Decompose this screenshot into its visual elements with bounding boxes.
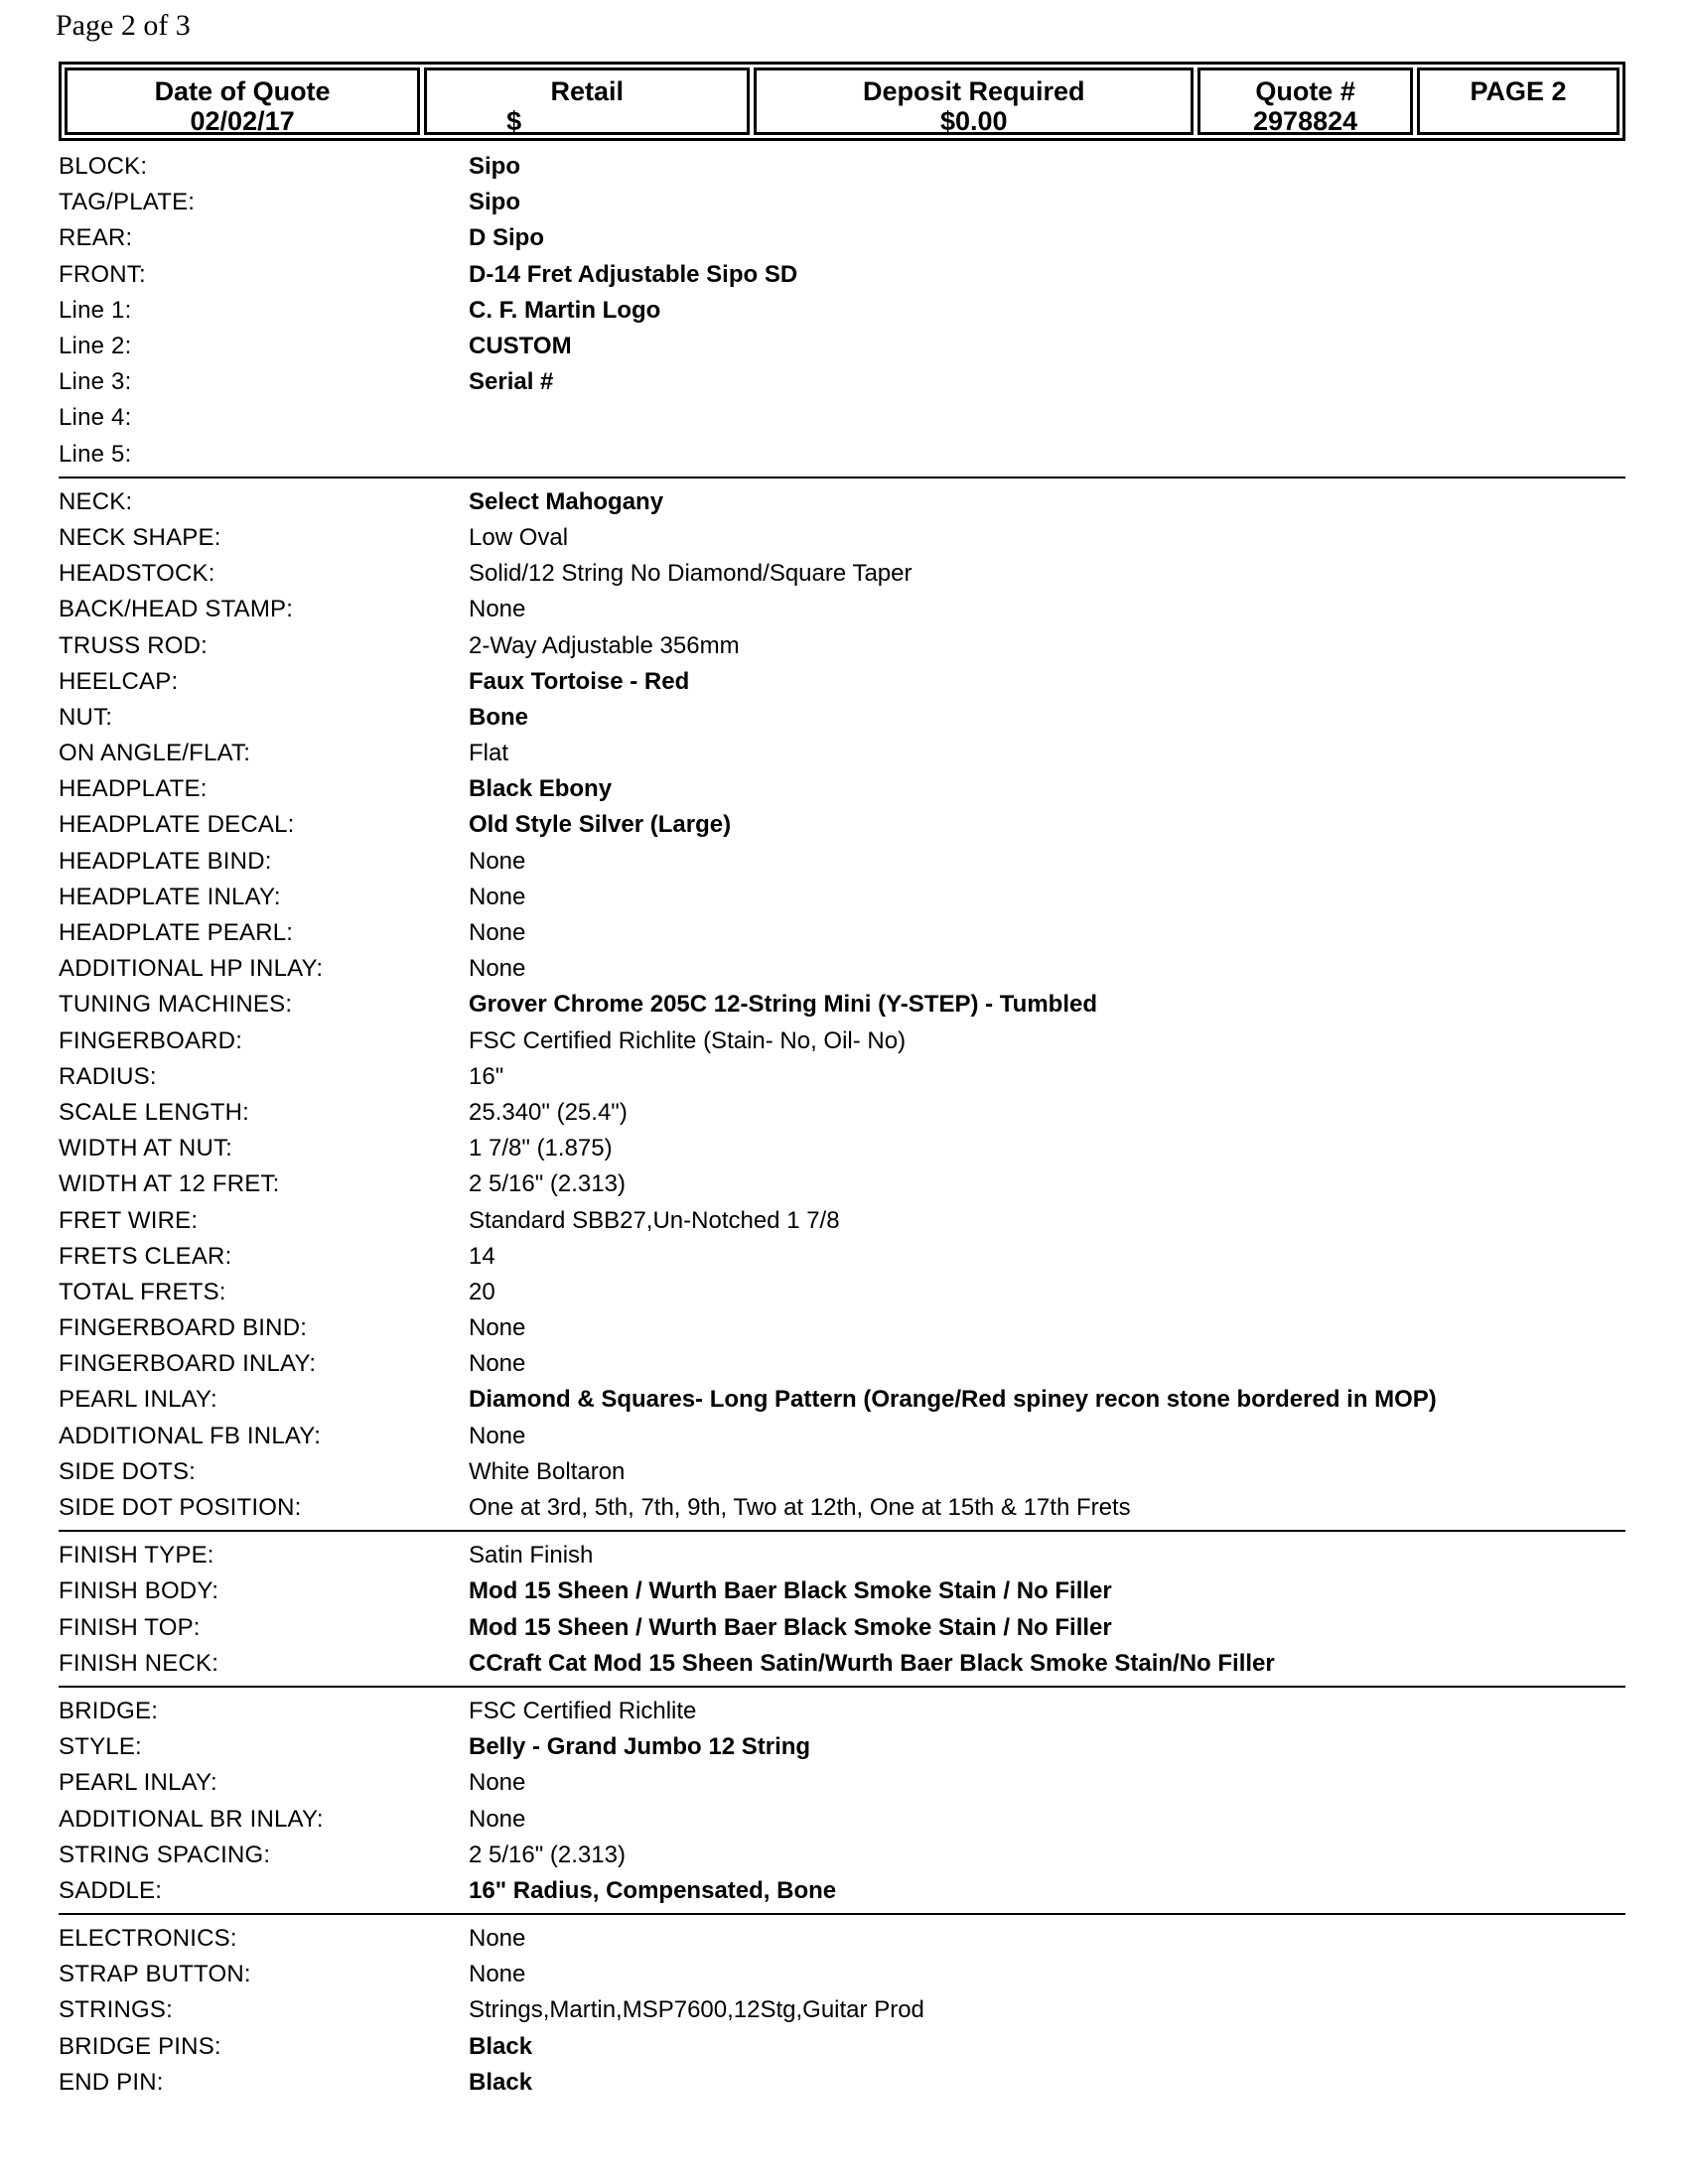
spec-label: ELECTRONICS: [59,1925,237,1953]
spec-label: SIDE DOTS: [59,1457,197,1485]
spec-row [59,520,1625,556]
spec-label: SADDLE: [59,1876,163,1904]
spec-value: Satin Finish [469,1542,594,1570]
section-neck [59,484,1625,1532]
date-of-quote-label: Date of Quote [154,76,331,106]
spec-row [59,627,1625,663]
spec-label: FINISH NECK: [59,1649,219,1677]
spec-label: FINGERBOARD INLAY: [59,1350,317,1378]
spec-value: 2 5/16" (2.313) [469,1170,626,1198]
spec-label: HEADPLATE DECAL: [59,811,295,839]
spec-value: Diamond & Squares- Long Pattern (Orange/Red spiney recon stone bordered in MOP) [469,1386,1437,1414]
spec-value: Mod 15 Sheen / Wurth Baer Black Smoke Stain / No Filler [469,1577,1112,1605]
spec-label: PEARL INLAY: [59,1769,217,1797]
spec-label: FRETS CLEAR: [59,1242,232,1270]
spec-label: SIDE DOT POSITION: [59,1494,302,1522]
spec-label: PEARL INLAY: [59,1386,217,1414]
spec-value: None [469,847,526,875]
spec-row [59,1131,1625,1166]
spec-label: HEADSTOCK: [59,560,215,588]
spec-value: Bone [469,703,528,731]
spec-value: None [469,1422,526,1449]
page-label: PAGE 2 [1470,76,1567,106]
spec-row [59,592,1625,627]
spec-value: Mod 15 Sheen / Wurth Baer Black Smoke Stain / No Filler [469,1613,1112,1641]
spec-label: TRUSS ROD: [59,631,209,659]
spec-row [59,771,1625,807]
spec-label: HEADPLATE INLAY: [59,883,281,910]
quote-number-label: Quote # [1255,76,1355,106]
spec-label: FRONT: [59,260,146,288]
spec-label: STRINGS: [59,1996,173,2024]
spec-label: FINISH TYPE: [59,1542,214,1570]
spec-label: STRING SPACING: [59,1841,271,1868]
spec-label: WIDTH AT 12 FRET: [59,1170,280,1198]
spec-value: 16" Radius, Compensated, Bone [469,1876,837,1904]
spec-value: D-14 Fret Adjustable Sipo SD [469,260,798,288]
spec-value: Belly - Grand Jumbo 12 String [469,1733,811,1761]
spec-value: White Boltaron [469,1457,626,1485]
spec-label: STYLE: [59,1733,142,1761]
spec-label: WIDTH AT NUT: [59,1135,233,1162]
spec-row [59,1419,1625,1454]
spec-label: TAG/PLATE: [59,189,196,216]
spec-row [59,1382,1625,1418]
spec-value: None [469,1769,526,1797]
spec-value: Old Style Silver (Large) [469,811,732,839]
retail-label: Retail [550,76,625,106]
spec-label: ADDITIONAL FB INLAY: [59,1422,322,1449]
spec-row [59,1490,1625,1526]
spec-label: FINISH BODY: [59,1577,219,1605]
spec-row [59,1992,1625,2028]
spec-row [59,1729,1625,1765]
spec-row [59,1454,1625,1490]
spec-label: Line 3: [59,368,132,396]
spec-row [59,257,1625,293]
spec-value: Strings,Martin,MSP7600,12Stg,Guitar Prod [469,1996,924,2024]
spec-row [59,664,1625,700]
spec-row [59,1694,1625,1729]
spec-value: CUSTOM [469,333,572,360]
spec-row [59,185,1625,220]
spec-row [59,220,1625,256]
spec-value: Black [469,2068,533,2096]
spec-value: Flat [469,740,509,767]
spec-label: SCALE LENGTH: [59,1098,249,1126]
spec-row [59,1239,1625,1275]
spec-value: None [469,955,526,983]
spec-value: Sipo [469,189,520,216]
spec-row [59,844,1625,880]
section-bridge [59,1694,1625,1915]
spec-label: NECK: [59,487,133,515]
deposit-required-value: $0.00 [940,106,1008,136]
spec-value: Standard SBB27,Un-Notched 1 7/8 [469,1206,840,1234]
spec-row [59,1346,1625,1382]
spec-label: NUT: [59,703,113,731]
spec-value: Sipo [469,153,520,181]
spec-label: ON ANGLE/FLAT: [59,740,251,767]
date-of-quote-value: 02/02/17 [190,106,295,136]
spec-label: TOTAL FRETS: [59,1278,226,1305]
spec-label: BRIDGE PINS: [59,2032,221,2060]
spec-value: None [469,1314,526,1342]
page-cell [1417,68,1619,135]
spec-value: Black Ebony [469,775,613,803]
spec-label: ADDITIONAL BR INLAY: [59,1805,324,1833]
spec-row [59,329,1625,364]
spec-row [59,1275,1625,1310]
spec-value: None [469,1925,526,1953]
spec-row [59,951,1625,987]
spec-value: Select Mahogany [469,487,664,515]
spec-row [59,1646,1625,1682]
spec-row [59,293,1625,329]
spec-label: BRIDGE: [59,1697,159,1724]
spec-label: Line 4: [59,404,132,432]
spec-value: C. F. Martin Logo [469,296,661,324]
spec-row [59,1610,1625,1646]
spec-value: None [469,1805,526,1833]
retail-value: $ [506,106,522,136]
spec-value: FSC Certified Richlite [469,1697,697,1724]
section-electronics [59,1921,1625,2105]
spec-label: FINGERBOARD: [59,1026,243,1054]
spec-label: REAR: [59,224,133,252]
retail-cell [424,68,750,135]
spec-value: FSC Certified Richlite (Stain- No, Oil- No) [469,1026,907,1054]
spec-value: Faux Tortoise - Red [469,667,690,695]
spec-value: None [469,596,526,623]
quote-number-value: 2978824 [1253,106,1358,136]
spec-value: Black [469,2032,533,2060]
section-top [59,149,1625,478]
spec-row [59,1873,1625,1909]
spec-row [59,2029,1625,2065]
quote-number-cell [1197,68,1413,135]
quote-header [59,62,1625,141]
spec-row [59,556,1625,592]
spec-row [59,484,1625,520]
spec-row [59,1310,1625,1346]
spec-row [59,1095,1625,1131]
spec-label: Line 2: [59,333,132,360]
spec-label: Line 5: [59,440,132,468]
spec-row [59,1801,1625,1837]
spec-value: 1 7/8" (1.875) [469,1135,613,1162]
spec-label: FINISH TOP: [59,1613,201,1641]
spec-row [59,1838,1625,1873]
spec-label: RADIUS: [59,1062,157,1090]
spec-label: HEADPLATE: [59,775,208,803]
spec-row [59,1538,1625,1573]
spec-row [59,700,1625,736]
spec-row [59,149,1625,185]
spec-value: Solid/12 String No Diamond/Square Taper [469,560,913,588]
spec-label: ADDITIONAL HP INLAY: [59,955,324,983]
spec-row [59,987,1625,1023]
spec-row [59,2065,1625,2101]
spec-row [59,736,1625,771]
spec-row [59,1921,1625,1957]
spec-label: BACK/HEAD STAMP: [59,596,294,623]
spec-sections [59,149,1625,2111]
spec-row [59,1957,1625,1992]
spec-label: FINGERBOARD BIND: [59,1314,308,1342]
spec-label: NECK SHAPE: [59,523,221,551]
spec-value: None [469,919,526,947]
deposit-required-label: Deposit Required [863,76,1085,106]
date-of-quote-cell [65,68,420,135]
spec-label: HEADPLATE BIND: [59,847,272,875]
spec-label: HEADPLATE PEARL: [59,919,294,947]
spec-label: Line 1: [59,296,132,324]
spec-value: 14 [469,1242,495,1270]
spec-row [59,915,1625,951]
spec-value: Low Oval [469,523,569,551]
spec-value: 25.340" (25.4") [469,1098,628,1126]
spec-row [59,1024,1625,1059]
spec-row [59,400,1625,436]
spec-value: None [469,1350,526,1378]
spec-label: FRET WIRE: [59,1206,199,1234]
spec-row [59,880,1625,915]
spec-label: STRAP BUTTON: [59,1961,251,1988]
spec-value: None [469,883,526,910]
spec-row [59,364,1625,400]
spec-value: Serial # [469,368,554,396]
page-indicator: Page 2 of 3 [56,9,191,42]
spec-value: D Sipo [469,224,544,252]
spec-row [59,1202,1625,1238]
spec-row [59,1573,1625,1609]
spec-value: Grover Chrome 205C 12-String Mini (Y-STEP) - Tumbled [469,991,1097,1019]
spec-row [59,437,1625,473]
section-finish [59,1538,1625,1688]
spec-value: 2-Way Adjustable 356mm [469,631,740,659]
spec-row [59,807,1625,843]
spec-label: END PIN: [59,2068,164,2096]
spec-row [59,1059,1625,1095]
spec-value: None [469,1961,526,1988]
spec-label: TUNING MACHINES: [59,991,293,1019]
spec-label: HEELCAP: [59,667,179,695]
spec-value: CCraft Cat Mod 15 Sheen Satin/Wurth Baer Black Smoke Stain/No Filler [469,1649,1275,1677]
spec-row [59,1166,1625,1202]
spec-row [59,1765,1625,1801]
deposit-required-cell [754,68,1194,135]
spec-label: BLOCK: [59,153,148,181]
spec-value: 16" [469,1062,504,1090]
spec-value: 2 5/16" (2.313) [469,1841,626,1868]
spec-value: 20 [469,1278,495,1305]
spec-value: One at 3rd, 5th, 7th, 9th, Two at 12th, One at 15th & 17th Frets [469,1494,1131,1522]
